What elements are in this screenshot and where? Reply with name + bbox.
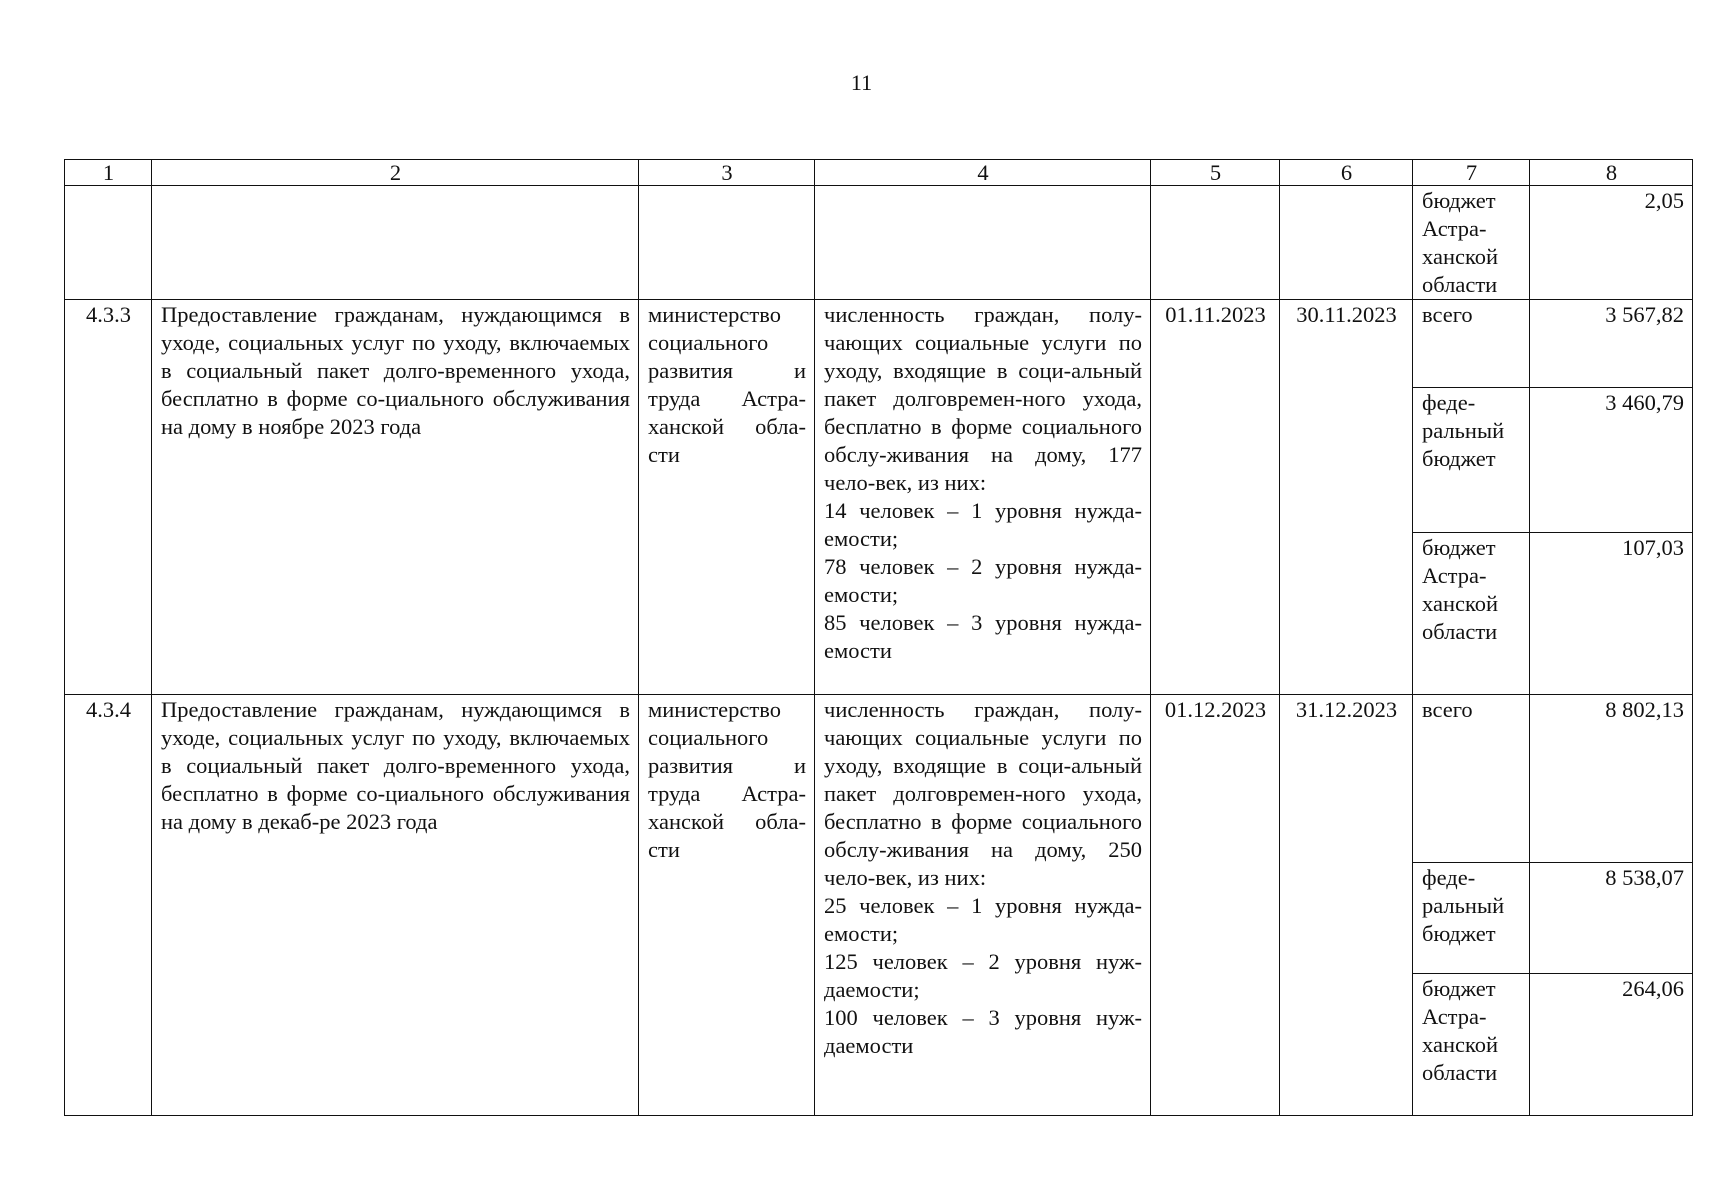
measures-table xyxy=(64,159,1693,1116)
indicator-level: 78 человек – 2 уровня нужда-емости; xyxy=(824,554,1142,607)
indicator-intro: численность граждан, полу-чающих социальные услуги по уходу, входящие в соци-альный пакет долговремен-ного ухода, бесплатно в форме социального обслу-живания на дому, 250 чело-век, из них: xyxy=(824,697,1142,890)
funding-amount: 3 567,82 xyxy=(1530,300,1693,388)
end-date: 30.11.2023 xyxy=(1280,300,1413,695)
indicator-level: 14 человек – 1 уровня нужда-емости; xyxy=(824,498,1142,551)
funding-amount: 3 460,79 xyxy=(1530,388,1693,533)
column-number-6: 6 xyxy=(1280,160,1413,186)
table-row xyxy=(65,300,1693,388)
column-number-3: 3 xyxy=(639,160,815,186)
funding-amount: 8 538,07 xyxy=(1530,863,1693,974)
empty-cell xyxy=(815,186,1151,300)
indicator-level: 100 человек – 3 уровня нуж-даемости xyxy=(824,1005,1142,1058)
measure-number: 4.3.3 xyxy=(65,300,152,695)
funding-amount: 8 802,13 xyxy=(1530,695,1693,863)
column-number-7: 7 xyxy=(1413,160,1530,186)
measure-number: 4.3.4 xyxy=(65,695,152,1116)
measure-indicator xyxy=(815,300,1151,695)
empty-cell xyxy=(639,186,815,300)
page-number: 11 xyxy=(850,70,873,95)
funding-source: феде-ральный бюджет xyxy=(1413,863,1530,974)
empty-cell xyxy=(1151,186,1280,300)
start-date: 01.12.2023 xyxy=(1151,695,1280,1116)
measure-executor: министерство социального развития и труда Астра-ханской обла-сти xyxy=(639,300,815,695)
column-number-row xyxy=(65,160,1693,186)
empty-cell xyxy=(152,186,639,300)
measure-description: Предоставление гражданам, нуждающимся в уходе, социальных услуг по уходу, включаемых в социальный пакет долго-временного ухода, бесплатно в форме со-циального обслуживания на дому в декаб-ре 2023 года xyxy=(152,695,639,1116)
funding-source: всего xyxy=(1413,695,1530,863)
indicator-level: 85 человек – 3 уровня нужда-емости xyxy=(824,610,1142,663)
continuation-row xyxy=(65,186,1693,300)
table-row xyxy=(65,695,1693,863)
funding-source: бюджет Астра-ханской области xyxy=(1413,533,1530,695)
indicator-level: 25 человек – 1 уровня нужда-емости; xyxy=(824,893,1142,946)
measure-description: Предоставление гражданам, нуждающимся в уходе, социальных услуг по уходу, включаемых в социальный пакет долго-временного ухода, бесплатно в форме со-циального обслуживания на дому в ноябре 2023 года xyxy=(152,300,639,695)
funding-source: бюджет Астра-ханской области xyxy=(1413,974,1530,1116)
measure-executor: министерство социального развития и труда Астра-ханской обла-сти xyxy=(639,695,815,1116)
funding-amount: 264,06 xyxy=(1530,974,1693,1116)
empty-cell xyxy=(65,186,152,300)
funding-amount: 107,03 xyxy=(1530,533,1693,695)
funding-source: феде-ральный бюджет xyxy=(1413,388,1530,533)
funding-source: бюджет Астра-ханской области xyxy=(1413,186,1530,300)
column-number-8: 8 xyxy=(1530,160,1693,186)
indicator-level: 125 человек – 2 уровня нуж-даемости; xyxy=(824,949,1142,1002)
column-number-2: 2 xyxy=(152,160,639,186)
end-date: 31.12.2023 xyxy=(1280,695,1413,1116)
funding-amount: 2,05 xyxy=(1530,186,1693,300)
column-number-1: 1 xyxy=(65,160,152,186)
column-number-5: 5 xyxy=(1151,160,1280,186)
measure-indicator xyxy=(815,695,1151,1116)
column-number-4: 4 xyxy=(815,160,1151,186)
start-date: 01.11.2023 xyxy=(1151,300,1280,695)
empty-cell xyxy=(1280,186,1413,300)
indicator-intro: численность граждан, полу-чающих социальные услуги по уходу, входящие в соци-альный пакет долговремен-ного ухода, бесплатно в форме социального обслу-живания на дому, 177 чело-век, из них: xyxy=(824,302,1142,495)
funding-source: всего xyxy=(1413,300,1530,388)
